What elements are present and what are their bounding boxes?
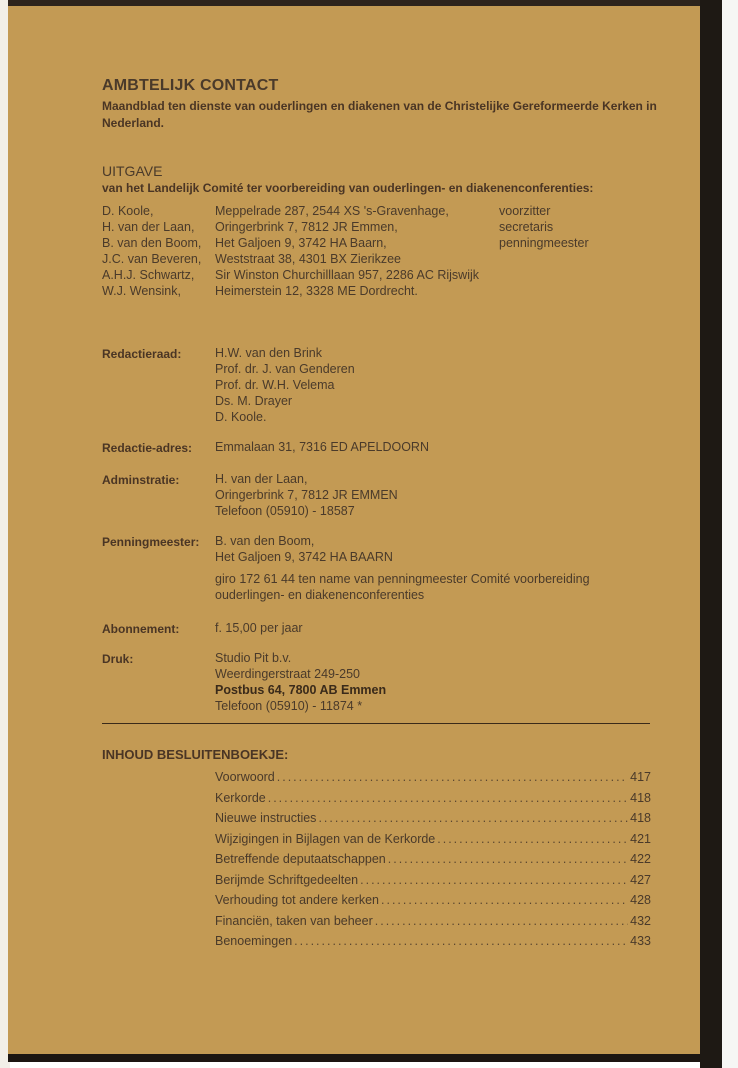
toc-leader: [294, 934, 628, 948]
editor-name: D. Koole.: [215, 410, 267, 424]
toc-title: Benoemingen: [215, 934, 293, 948]
administratie-block: [215, 471, 398, 519]
giro-line: ouderlingen- en diakenenconferenties: [215, 588, 425, 602]
toc-page: 418: [630, 811, 651, 825]
toc-page: 417: [630, 770, 651, 784]
member-role: voorzitter: [499, 204, 551, 218]
toc-title: Voorwoord: [215, 770, 275, 784]
druk-line: Weerdingerstraat 249-250: [215, 667, 360, 681]
publication-description: Maandblad ten dienste van ouderlingen en diakenen van de Christelijke Gereformeerde Kerken in Nederland.: [102, 99, 657, 130]
administratie-line: H. van der Laan,: [215, 472, 308, 486]
toc-title: Nieuwe instructies: [215, 811, 317, 825]
administratie-label: Adminstratie:: [102, 473, 180, 487]
publication-title: AMBTELIJK CONTACT: [102, 77, 279, 94]
editor-name: Prof. dr. J. van Genderen: [215, 362, 355, 376]
member-name: B. van den Boom,: [102, 236, 202, 250]
giro-line: giro 172 61 44 ten name van penningmeester Comité voorbereiding: [215, 572, 590, 586]
member-address: Oringerbrink 7, 7812 JR Emmen,: [215, 220, 398, 234]
toc-entry: [215, 893, 651, 914]
druk-line: Studio Pit b.v.: [215, 651, 292, 665]
member-address: Sir Winston Churchilllaan 957, 2286 AC Rijswijk: [215, 268, 480, 282]
toc-page: 428: [630, 893, 651, 907]
toc-title: Betreffende deputaatschappen: [215, 852, 386, 866]
penningmeester-line: B. van den Boom,: [215, 534, 315, 548]
member-name: J.C. van Beveren,: [102, 252, 202, 266]
redactieraad-list: [215, 345, 355, 425]
toc-leader: [360, 873, 628, 887]
toc-page: 421: [630, 831, 651, 846]
member-address: Meppelrade 287, 2544 XS 's-Gravenhage,: [215, 204, 449, 218]
inhoud-heading: INHOUD BESLUITENBOEKJE:: [102, 747, 289, 762]
toc-leader: [388, 852, 628, 866]
abonnement-text: f. 15,00 per jaar: [215, 621, 303, 635]
druk-line: Telefoon (05910) - 11874 *: [215, 699, 363, 713]
member-role: secretaris: [499, 220, 554, 234]
uitgave-heading: UITGAVE: [102, 163, 163, 179]
penningmeester-block: [215, 533, 590, 603]
toc-leader: [268, 791, 628, 805]
druk-postbus: Postbus 64, 7800 AB Emmen: [215, 683, 387, 697]
toc-entry: [215, 770, 651, 791]
toc-page: 432: [630, 913, 651, 928]
member-name: A.H.J. Schwartz,: [102, 268, 195, 282]
toc-title: Wijzigingen in Bijlagen van de Kerkorde: [215, 831, 436, 846]
member-address: Weststraat 38, 4301 BX Zierikzee: [215, 252, 401, 266]
administratie-line: Telefoon (05910) - 18587: [215, 504, 355, 518]
toc-page: 422: [630, 852, 651, 866]
toc-entry: [215, 832, 651, 853]
member-role: penningmeester: [499, 236, 589, 250]
divider: [102, 723, 650, 724]
toc-leader: [318, 811, 628, 825]
redactieadres-value: [215, 439, 429, 455]
abonnement-value: [215, 620, 303, 636]
toc-leader: [381, 893, 628, 907]
toc-entry: [215, 873, 651, 894]
redactieadres-label: Redactie-adres:: [102, 441, 193, 455]
member-name: D. Koole,: [102, 204, 154, 218]
toc-title: Verhouding tot andere kerken: [215, 893, 380, 907]
member-name: H. van der Laan,: [102, 220, 195, 234]
toc-leader: [437, 832, 628, 846]
toc-entry: [215, 811, 651, 832]
redactieraad-label: Redactieraad:: [102, 347, 182, 361]
druk-block: [215, 650, 386, 714]
toc-entry: [215, 914, 651, 935]
member-address: Het Galjoen 9, 3742 HA Baarn,: [215, 236, 387, 250]
toc-leader: [277, 770, 628, 784]
toc-page: 418: [630, 790, 651, 805]
member-address: Heimerstein 12, 3328 ME Dordrecht.: [215, 284, 418, 298]
toc-page: 427: [630, 872, 651, 887]
toc-leader: [375, 914, 628, 928]
page-edge-shadow: [700, 0, 722, 1068]
toc-page: 433: [630, 934, 651, 948]
editor-name: Prof. dr. W.H. Velema: [215, 378, 335, 392]
member-name: W.J. Wensink,: [102, 284, 181, 298]
uitgave-subtitle: van het Landelijk Comité ter voorbereiding van ouderlingen- en diakenenconferenties:: [102, 181, 594, 195]
penningmeester-line: Het Galjoen 9, 3742 HA BAARN: [215, 550, 393, 564]
scan-background: [722, 0, 738, 1068]
toc-title: Financiën, taken van beheer: [215, 913, 373, 928]
druk-label: Druk:: [102, 652, 134, 666]
editor-name: H.W. van den Brink: [215, 346, 322, 360]
toc-entry: [215, 791, 651, 812]
abonnement-label: Abonnement:: [102, 622, 180, 636]
toc-entry: [215, 934, 651, 955]
table-of-contents: [215, 770, 651, 955]
administratie-line: Oringerbrink 7, 7812 JR EMMEN: [215, 488, 398, 502]
toc-title: Kerkorde: [215, 790, 266, 805]
redactieadres-text: Emmalaan 31, 7316 ED APELDOORN: [215, 440, 429, 454]
penningmeester-label: Penningmeester:: [102, 535, 200, 549]
toc-title: Berijmde Schriftgedeelten: [215, 872, 359, 887]
toc-entry: [215, 852, 651, 873]
editor-name: Ds. M. Drayer: [215, 394, 293, 408]
